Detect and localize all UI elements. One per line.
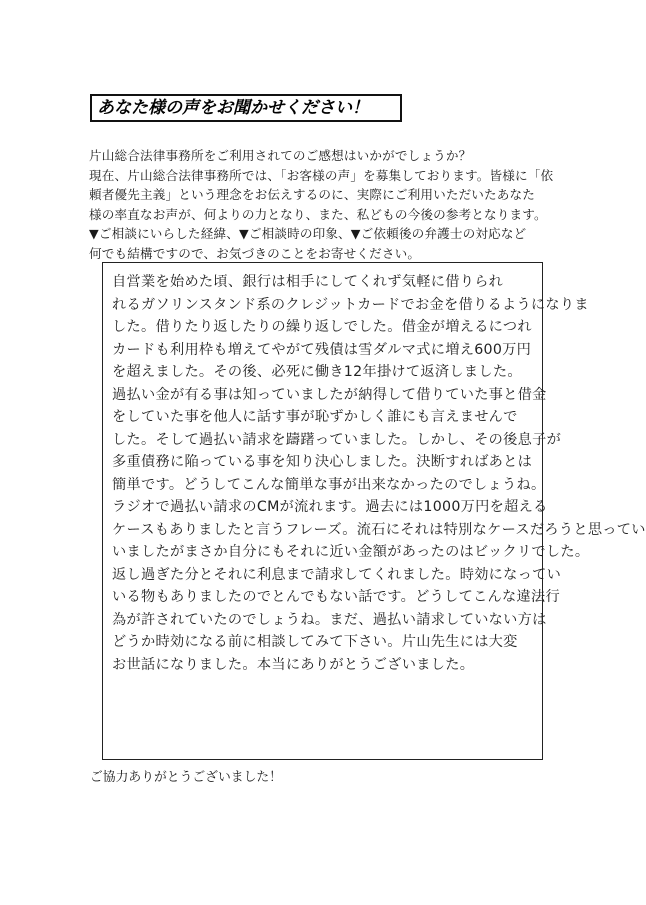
intro-line: 現在、片山総合法律事務所では、「お客様の声」を募集しております。皆様に「依 bbox=[89, 167, 554, 183]
comment-line: した。そして過払い請求を躊躇っていました。しかし、その後息子が bbox=[112, 431, 562, 448]
comment-line: 返し過ぎた分とそれに利息まで請求してくれました。時効になってい bbox=[112, 566, 562, 583]
comment-line: 過払い金が有る事は知っていましたが納得して借りていた事と借金 bbox=[112, 386, 547, 403]
intro-text bbox=[89, 146, 559, 263]
comment-line: ラジオで過払い請求のCMが流れます。過去には1000万円を超える bbox=[112, 499, 548, 515]
comment-line: どうか時効になる前に相談してみて下さい。片山先生には大変 bbox=[112, 634, 518, 650]
comment-line: 自営業を始めた頃、銀行は相手にしてくれず気軽に借りられ bbox=[112, 274, 504, 290]
comment-line: ケースもありましたと言うフレーズ。流石にそれは特別なケースだろうと思ってい bbox=[112, 521, 646, 538]
intro-line: 頼者優先主義」という理念をお伝えするのに、実際にご利用いただいたあなた bbox=[89, 187, 536, 202]
handwritten-comment bbox=[112, 271, 646, 676]
intro-line: 様の率直なお声が、何よりの力となり、また、私どもの今後の参考となります。 bbox=[89, 206, 547, 222]
comment-line: をしていた事を他人に話す事が恥ずかしく誰にも言えませんで bbox=[112, 409, 518, 425]
comment-line: お世話になりました。本当にありがとうございました。 bbox=[112, 656, 475, 673]
intro-line: ▼ご相談にいらした経緯、▼ご相談時の印象、▼ご依頼後の弁護士の対応など bbox=[89, 226, 527, 241]
comment-line: いましたがまさか自分にもそれに近い金額があったのはビックリでした。 bbox=[112, 544, 590, 560]
comment-line: 為が許されていたのでしょうね。まだ、過払い請求していない方は bbox=[112, 611, 547, 628]
comment-line: を超えました。その後、必死に働き12年掛けて返済しました。 bbox=[112, 364, 522, 380]
comment-line: 簡単です。どうしてこんな簡単な事が出来なかったのでしょうね。 bbox=[112, 476, 546, 493]
closing-thanks: ご協力ありがとうございました！ bbox=[90, 770, 282, 785]
comment-line: れるガソリンスタンド系のクレジットカードでお金を借りるようになりま bbox=[112, 296, 589, 313]
intro-line: 片山総合法律事務所をご利用されてのご感想はいかがでしょうか？ bbox=[89, 148, 472, 163]
intro-line: 何でも結構ですので、お気づきのことをお寄せください。 bbox=[89, 245, 421, 261]
comment-line: 多重債務に陥っている事を知り決心しました。決断すればあとは bbox=[112, 454, 533, 470]
comment-line: カードも利用枠も増えてやがて残債は雪ダルマ式に増え600万円 bbox=[112, 341, 532, 358]
comment-line: いる物もありましたのでとんでもない話です。どうしてこんな違法行 bbox=[112, 589, 560, 605]
form-title: あなた様の声をお聞かせください！ bbox=[90, 94, 402, 122]
comment-line: した。借りたり返したりの繰り返しでした。借金が増えるにつれ bbox=[112, 319, 532, 335]
